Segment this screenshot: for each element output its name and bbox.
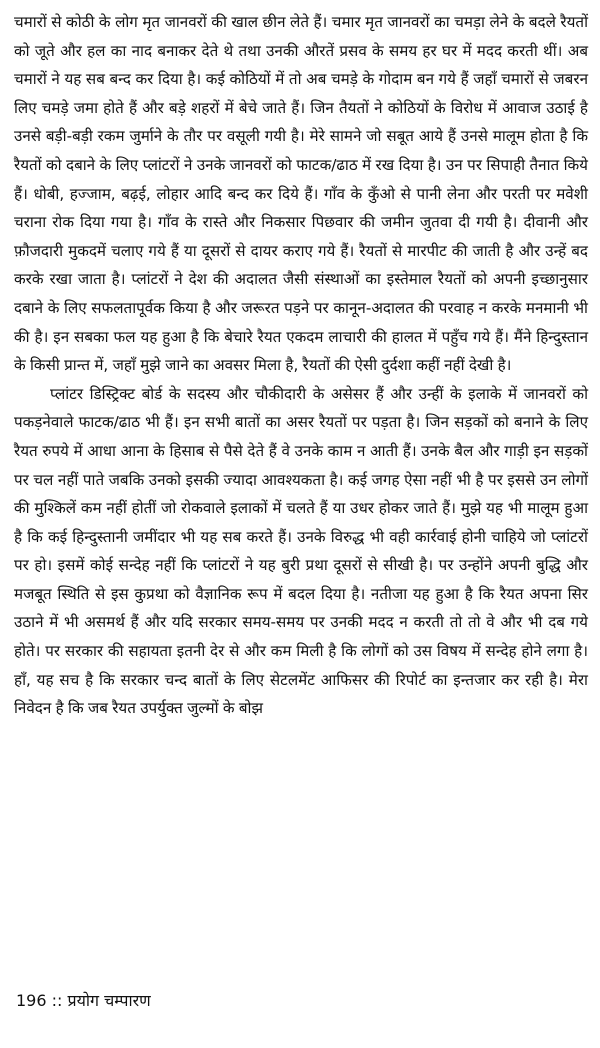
paragraph-2: प्लांटर डिस्ट्रिक्ट बोर्ड के सदस्य और चौकीदारी के असेसर हैं और उन्हीं के इलाके में जानवरों को पकड़नेवाले फाटक/ढाठ भी हैं। इन सभी बातों का असर रैयतों पर पड़ता है। जिन सड़कों को बनाने के लिए रैयत रुपये में आधा आना के हिसाब से पैसे देते हैं वे उनके काम न आती हैं। उनके बैल और गाड़ी इन सड़कों पर चल नहीं पाते जबकि उनको इसकी ज्यादा आवश्यकता है। कई जगह ऐसा नहीं भी है पर इससे उन लोगों की मुश्किलें कम नहीं होतीं जो रोकवाले इलाकों में चलते हैं या उधर होकर जाते हैं। मुझे यह भी मालूम हुआ है कि कई हिन्दुस्तानी जमींदार भी यह सब करते हैं। उनके विरुद्ध भी वही कार्रवाई होनी चाहिये जो प्लांटरों पर हो। इसमें कोई सन्देह नहीं कि प्लांटरों ने यह बुरी प्रथा दूसरों से सीखी है। पर उन्होंने अपनी बुद्धि और मजबूत स्थिति से इस कुप्रथा को वैज्ञानिक रूप में बदल दिया है। नतीजा यह हुआ है कि रैयत अपना सिर उठाने में भी असमर्थ हैं और यदि सरकार समय-समय पर उनकी मदद न करती तो तो वे और भी दब गये होते। पर सरकार की सहायता इतनी देर से और कम मिली है कि लोगों को उस विषय में सन्देह होने लगा है। हाँ, यह सच है कि सरकार चन्द बातों के लिए सेटलमेंट आफिसर की रिपोर्ट का इन्तजार कर रही है। मेरा निवेदन है कि जब रैयत उपर्युक्त जुल्मों के बोझ (14, 384, 588, 718)
paragraph-1: चमारों से कोठी के लोग मृत जानवरों की खाल छीन लेते हैं। चमार मृत जानवरों का चमड़ा लेने के बदले रैयतों को जूते और हल का नाद बनाकर देते थे तथा उनकी औरतें प्रसव के समय हर घर में मदद करती थीं। अब चमारों ने यह सब बन्द कर दिया है। कई कोठियों में तो अब चमड़े के गोदाम बन गये हैं जहाँ चमारों से जबरन लिए चमड़े जमा होते हैं और बड़े शहरों में बेचे जाते हैं। जिन तैयतों ने कोठियों के विरोध में आवाज उठाई है उनसे बड़ी-बड़ी रकम जुर्माने के तौर पर वसूली गयी है। मेरे सामने जो सबूत आये हैं उनसे मालूम होता है कि रैयतों को दबाने के लिए प्लांटरों ने उनके जानवरों को फाटक/ढाठ में रख दिया है। उन पर सिपाही तैनात किये हैं। धोबी, हज्जाम, बढ़ई, लोहार आदि बन्द कर दिये हैं। गाँव के कुँओ से पानी लेना और परती पर मवेशी चराना रोक दिया गया है। गाँव के रास्ते और निकसार पिछवार की जमीन जुतवा दी गयी है। दीवानी और फ़ौजदारी मुकदमें चलाए गये हैं या दूसरों से दायर कराए गये हैं। रैयतों से मारपीट की जाती है और उन्हें बद करके रखा जाता है। प्लांटरों ने देश की अदालत जैसी संस्थाओं का इस्तेमाल रैयतों को अपनी इच्छानुसार दबाने के लिए सफलतापूर्वक किया है और जरूरत पड़ने पर कानून-अदालत की परवाह न करके मनमानी भी की है। इन सबका फल यह हुआ है कि बेचारे रैयत एकदम लाचारी की हालत में पहुँच गये हैं। मैंने हिन्दुस्तान के किसी प्रान्त में, जहाँ मुझे जाने का अवसर मिला है, रैयतों की ऐसी दुर्दशा कहीं नहीं देखी है। (14, 13, 588, 375)
page-body (14, 8, 588, 723)
page-footer: 196 :: प्रयोग चम्पारण (16, 991, 151, 1010)
